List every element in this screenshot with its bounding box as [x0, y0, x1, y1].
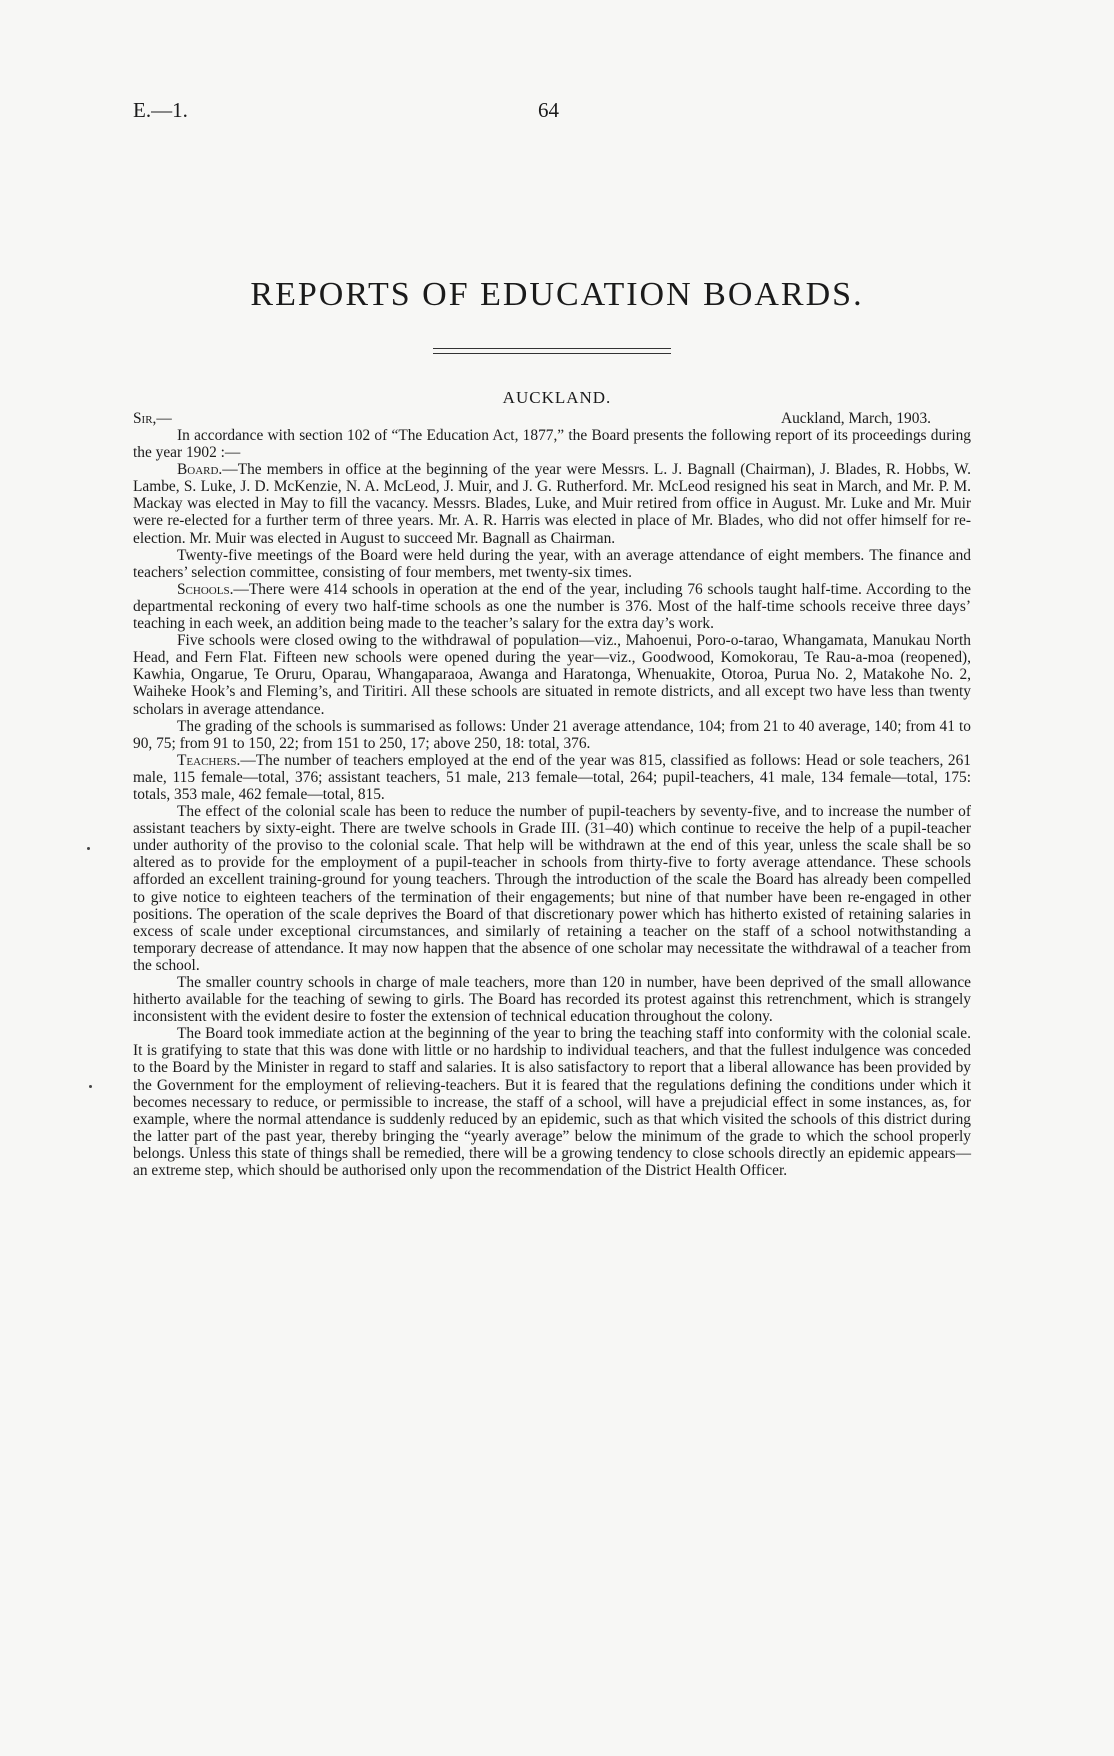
paragraph-colonial-scale: The effect of the colonial scale has been to reduce the number of pupil-teachers by seventy-five, and to increase the number of assistant teachers by sixty-eight. There are twelve schools in Grade III. (31–40) which continue to receive the help of a pupil-teacher under authority of the proviso to the colonial scale. That help will be withdrawn at the end of this year, unless the scale shall be so altered as to provide for the employment of a pupil-teacher in schools from thirty-five to forty average attendance. These schools afforded an excellent training-ground for young teachers. Through the introduction of the scale the Board has already been compelled to give notice to eighteen teachers of the termination of their engagements; but nine of that number have been re-engaged in other positions. The operation of the scale deprives the Board of that discretionary power which has hitherto existed of retaining salaries in excess of scale under exceptional circumstances, and similarly of retaining a teacher on the staff of a school notwithstanding a temporary decrease of attendance. It may now happen that the absence of one scholar may necessitate the withdrawal of a teacher from the school. [133, 803, 971, 974]
paragraph-staff-conformity: The Board took immediate action at the beginning of the year to bring the teaching staff into conformity with the colonial scale. It is gratifying to state that this was done with little or no hardship to individual teachers, and that the fullest indulgence was conceded to the Board by the Minister in regard to staff and salaries. It is also satisfactory to report that a liberal allowance has been provided by the Government for the employment of relieving-teachers. But it is feared that the regulations defining the conditions under which it becomes necessary to reduce, or permissible to increase, the staff of a school, will have a prejudicial effect in some instances, as, for example, where the normal attendance is suddenly reduced by an epidemic, such as that which visited the schools of this district during the latter part of the past year, thereby bringing the “yearly average” below the minimum of the grade to which the school properly belongs. Unless this state of things shall be remedied, there will be a growing tendency to close schools directly an epidemic appears—an extreme step, which should be authorised only upon the recommendation of the District Health Officer. [133, 1025, 971, 1180]
paragraph-closed-schools: Five schools were closed owing to the withdrawal of population—viz., Mahoenui, Poro-o-tarao, Whangamata, Manukau North Head, and Fern Flat. Fifteen new schools were opened during the year—viz., Goodwood, Komokorau, Te Rau-a-moa (reopened), Kawhia, Ongarue, Te Oruru, Oparau, Whangaparaoa, Awanga and Haratonga, Whenuakite, Otoroa, Purua No. 2, Matakohe No. 2, Waiheke Hook’s and Fleming’s, and Tiritiri. All these schools are situated in remote districts, and all except two have less than twenty scholars in average attendance. [133, 632, 971, 718]
paragraph-lead-teachers: Teachers. [177, 751, 241, 769]
paragraph-sewing-allowance: The smaller country schools in charge of male teachers, more than 120 in number, have been deprived of the small allowance hitherto available for the teaching of sewing to girls. The Board has recorded its protest against this retrenchment, which is strangely inconsistent with the evident desire to foster the extension of technical education throughout the colony. [133, 974, 971, 1026]
paragraph-teachers: Teachers.—The number of teachers employed at the end of the year was 815, classified as follows: Head or sole teachers, 261 male, 115 female—total, 376; assistant teachers, 51 male, 213 female—total, 264; pupil-teachers, 41 male, 134 female—total, 175: totals, 353 male, 462 female—total, 815. [133, 751, 971, 803]
dateline: Auckland, March, 1903. [780, 410, 931, 427]
title-rule-top [433, 348, 671, 349]
paragraph-schools: Schools.—There were 414 schools in operation at the end of the year, including 76 schools taught half-time. According to the departmental reckoning of every two half-time schools as one the number is 376. Most of the half-time schools receive three days’ teaching in each week, an addition being made to the teacher’s salary for the extra day’s work. [133, 580, 971, 633]
salutation: Sir,— [133, 410, 172, 427]
report-body [133, 410, 971, 1179]
section-heading-auckland: AUCKLAND. [502, 388, 612, 407]
document-reference: E.—1. [133, 98, 188, 122]
paragraph-grading: The grading of the schools is summarised as follows: Under 21 average attendance, 104; from 21 to 40 average, 140; from 41 to 90, 75; from 91 to 150, 22; from 151 to 250, 17; above 250, 18: total, 376. [133, 717, 971, 752]
paragraph-intro: In accordance with section 102 of “The Education Act, 1877,” the Board presents the following report of its proceedings during the year 1902 :— [133, 427, 971, 462]
title-rule-bottom [433, 353, 671, 354]
paragraph-meetings: Twenty-five meetings of the Board were held during the year, with an average attendance of eight members. The finance and teachers’ selection committee, consisting of four members, met twenty-six times. [133, 546, 971, 581]
scan-speck [89, 1085, 92, 1088]
paragraph-board: Board.—The members in office at the beginning of the year were Messrs. L. J. Bagnall (Chairman), J. Blades, R. Hobbs, W. Lambe, S. Luke, J. D. McKenzie, N. A. McLeod, J. Muir, and J. G. Rutherford. Mr. McLeod resigned his seat in March, and Mr. P. M. Mackay was elected in May to fill the vacancy. Messrs. Blades, Luke, and Muir retired from office in August. Mr. Luke and Mr. Muir were re-elected for a further term of three years. Mr. A. R. Harris was elected in place of Mr. Blades, who did not offer himself for re-election. Mr. Muir was elected in August to succeed Mr. Bagnall as Chairman. [133, 461, 971, 547]
paragraph-lead-schools: Schools. [177, 580, 234, 598]
page-number: 64 [538, 98, 559, 122]
page-title: REPORTS OF EDUCATION BOARDS. [250, 276, 864, 313]
paragraph-lead-board: Board. [177, 461, 223, 479]
scan-speck [87, 847, 90, 850]
salutation-row [133, 410, 971, 427]
